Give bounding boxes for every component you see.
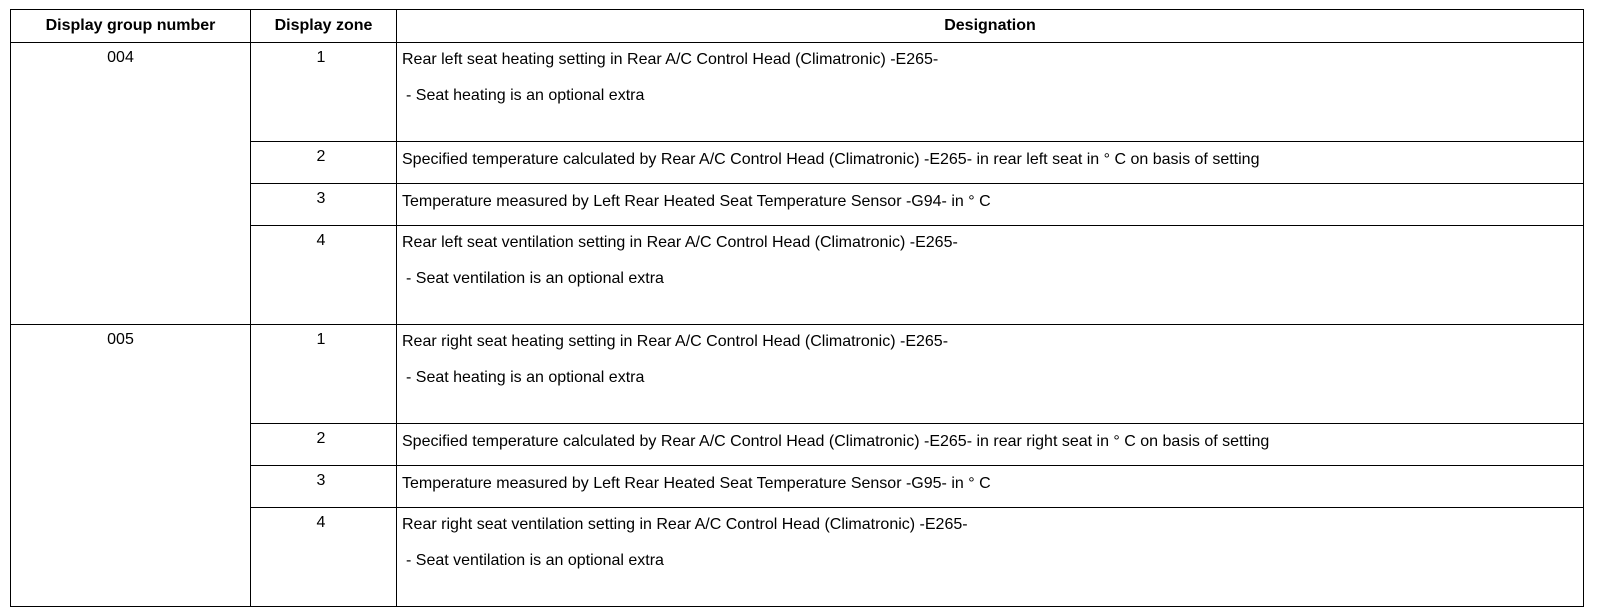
display-group-number: 005: [11, 325, 251, 607]
table-header-row: [11, 10, 1584, 43]
header-designation: Designation: [397, 10, 1584, 43]
designation-cell: [397, 142, 1584, 184]
display-group-number: 004: [11, 43, 251, 325]
display-zone: 2: [251, 424, 397, 466]
designation-text: Temperature measured by Left Rear Heated Seat Temperature Sensor -G94- in ° C: [402, 193, 991, 210]
display-zone: 2: [251, 142, 397, 184]
designation-text: Specified temperature calculated by Rear A/C Control Head (Climatronic) -E265- in rear left seat in ° C on basis of setting: [402, 151, 1260, 168]
display-zone: 4: [251, 508, 397, 607]
designation-cell: [397, 325, 1584, 424]
designation-text: Rear left seat ventilation setting in Rear A/C Control Head (Climatronic) -E265-: [402, 234, 958, 251]
display-zone: 4: [251, 226, 397, 325]
designation-text: Specified temperature calculated by Rear A/C Control Head (Climatronic) -E265- in rear right seat in ° C on basis of setting: [402, 433, 1270, 450]
designation-cell: [397, 184, 1584, 226]
table-row: [11, 43, 1584, 142]
designation-cell: [397, 43, 1584, 142]
designation-text: Rear right seat ventilation setting in Rear A/C Control Head (Climatronic) -E265-: [402, 516, 968, 533]
table-row: [11, 325, 1584, 424]
designation-note: - Seat ventilation is an optional extra: [406, 270, 664, 287]
designation-cell: [397, 508, 1584, 607]
header-display-group-number: Display group number: [11, 10, 251, 43]
designation-cell: [397, 466, 1584, 508]
designation-text: Temperature measured by Left Rear Heated Seat Temperature Sensor -G95- in ° C: [402, 475, 991, 492]
designation-note: - Seat heating is an optional extra: [406, 87, 645, 104]
designation-note: - Seat ventilation is an optional extra: [406, 552, 664, 569]
designation-text: Rear left seat heating setting in Rear A/C Control Head (Climatronic) -E265-: [402, 51, 939, 68]
designation-text: Rear right seat heating setting in Rear A/C Control Head (Climatronic) -E265-: [402, 333, 949, 350]
display-zone: 3: [251, 466, 397, 508]
display-zone: 1: [251, 325, 397, 424]
header-display-zone: Display zone: [251, 10, 397, 43]
display-groups-table: [10, 9, 1584, 607]
designation-cell: [397, 424, 1584, 466]
display-zone: 1: [251, 43, 397, 142]
designation-cell: [397, 226, 1584, 325]
designation-note: - Seat heating is an optional extra: [406, 369, 645, 386]
display-zone: 3: [251, 184, 397, 226]
